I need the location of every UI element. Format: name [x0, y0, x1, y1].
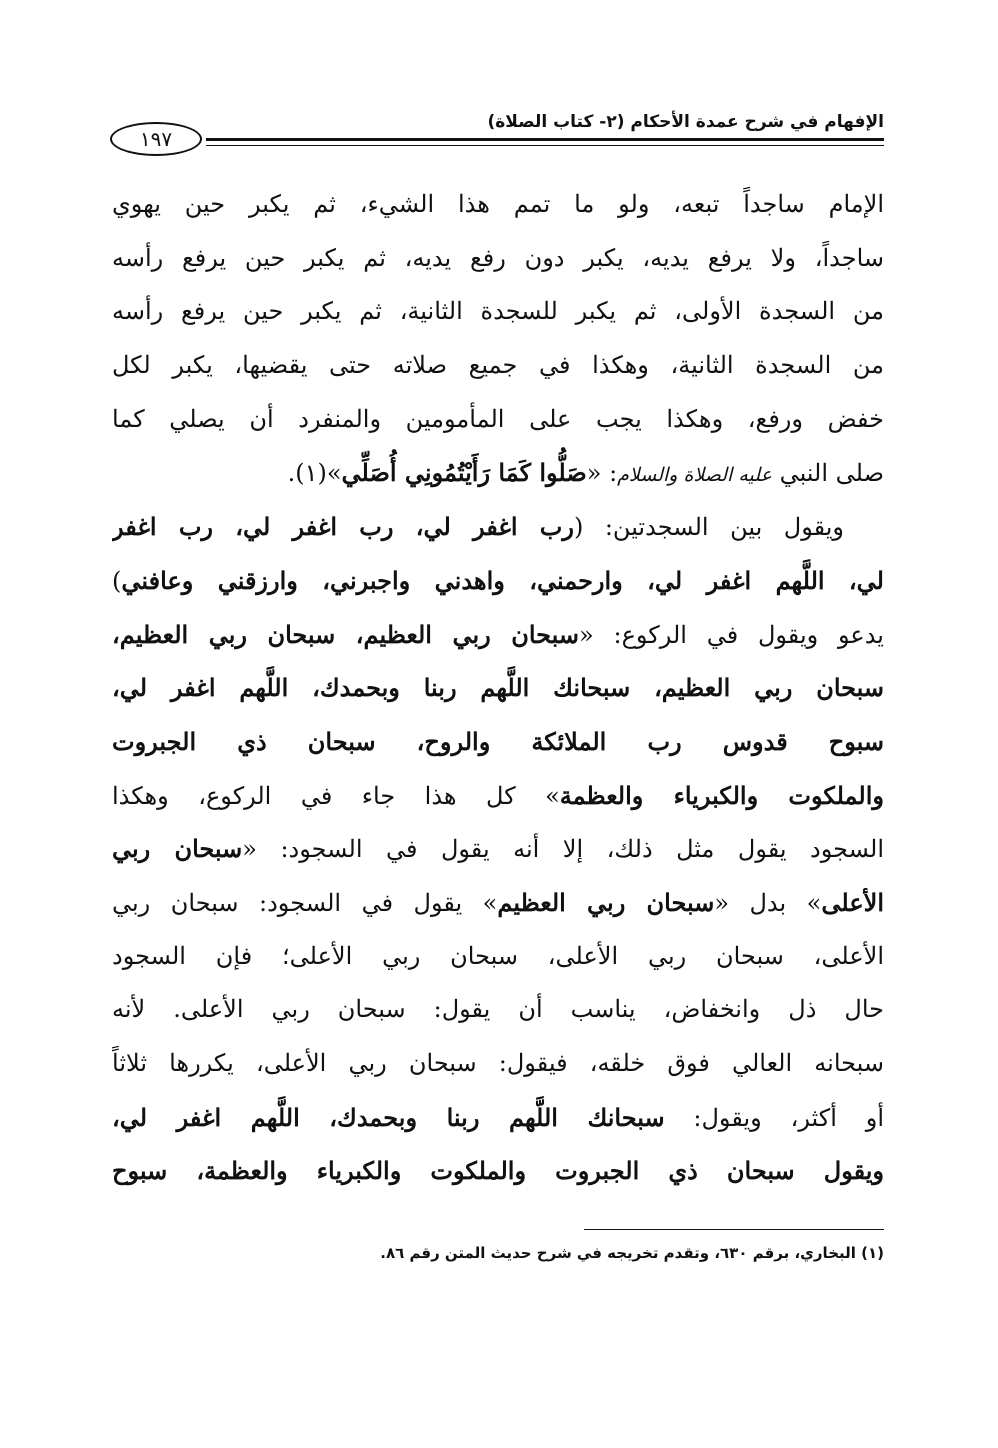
footnote-ref: »(١).: [287, 459, 342, 488]
text-line: [112, 769, 884, 823]
text-line: [112, 446, 884, 500]
honorific-phrase: عليه الصلاة والسلام: [617, 464, 772, 487]
dhikr-text: سبوح قدوس رب الملائكة والروح، سبحان ذي الجبروت: [112, 726, 884, 756]
footnote: (١) البخاري، برقم ٦٣٠، وتقدم تخريجه في شرح حديث المتن رقم ٨٦.: [380, 1244, 884, 1262]
text-run: » بدل «: [714, 888, 822, 917]
text-run: أو أكثر، ويقول:: [664, 1103, 884, 1132]
dhikr-text: ويقول سبحان ذي الجبروت والملكوت والكبرياء والعظمة، سبوح: [112, 1156, 884, 1186]
dhikr-text: سبحان ربي العظيم: [497, 887, 715, 917]
running-title: الإفهام في شرح عمدة الأحكام (٢- كتاب الصلاة): [487, 112, 884, 132]
text-line: [112, 554, 884, 608]
text-line: [112, 876, 884, 930]
text-run: السجود يقول مثل ذلك، إلا أنه يقول في السجود: «: [242, 835, 884, 864]
text-line: سبحانه العالي فوق خلقه، فيقول: سبحان ربي الأعلى، يكررها ثلاثاً: [112, 1049, 884, 1077]
text-run: » كل هذا جاء في الركوع، وهكذا: [112, 781, 560, 810]
dhikr-text: والملكوت والكبرياء والعظمة: [559, 780, 884, 810]
dua-text: رب اغفر لي، رب اغفر لي، رب اغفر: [112, 512, 574, 542]
text-line: [112, 715, 884, 769]
text-line: [112, 822, 884, 876]
dhikr-text: سبحان ربي العظيم، سبحان ربي العظيم،: [112, 619, 580, 649]
page-number: ١٩٧: [110, 122, 202, 156]
dhikr-text: سبحان ربي العظيم، سبحانك اللَّهم ربنا وبحمدك، اللَّهم اغفر لي،: [112, 673, 884, 703]
text-line: الإمام ساجداً تبعه، ولو ما تمم هذا الشيء، ثم يكبر حين يهوي: [112, 190, 884, 218]
text-run: ويقول بين السجدتين: (: [573, 513, 845, 542]
text-run: ): [112, 566, 122, 595]
text-line: من السجدة الثانية، وهكذا في جميع صلاته حتى يقضيها، يكبر لكل: [112, 351, 884, 380]
dhikr-text: الأعلى: [821, 887, 884, 917]
text-run: : «: [586, 459, 618, 488]
text-line: من السجدة الأولى، ثم يكبر للسجدة الثانية، ثم يكبر حين يرفع رأسه: [112, 297, 884, 326]
header-rule-thin: [206, 145, 884, 146]
text-run: » يقول في السجود: سبحان ربي: [112, 888, 498, 917]
text-line: [112, 500, 884, 554]
text-run: يدعو ويقول في الركوع: «: [579, 620, 884, 649]
header-rule-thick: [206, 138, 884, 141]
text-line: حال ذل وانخفاض، يناسب أن يقول: سبحان ربي الأعلى. لأنه: [112, 995, 884, 1024]
hadith-quote: صَلُّوا كَمَا رَأَيْتُمُونِي أُصَلِّي: [341, 458, 587, 488]
dhikr-text: سبحان ربي: [112, 834, 243, 864]
text-run: صلى النبي: [779, 459, 884, 488]
page-header: [110, 112, 884, 156]
text-line: [112, 1144, 884, 1198]
text-line: الأعلى، سبحان ربي الأعلى، سبحان ربي الأعلى؛ فإن السجود: [112, 941, 884, 970]
text-line: ساجداً، ولا يرفع يديه، يكبر دون رفع يديه، ثم يكبر حين يرفع رأسه: [112, 243, 884, 272]
footnote-rule: [584, 1229, 884, 1230]
text-line: خفض ورفع، وهكذا يجب على المأمومين والمنفرد أن يصلي كما: [112, 404, 884, 433]
text-line: [112, 661, 884, 715]
dhikr-text: سبحانك اللَّهم ربنا وبحمدك، اللَّهم اغفر لي،: [112, 1102, 665, 1132]
text-line: [112, 1091, 884, 1145]
text-line: [112, 608, 884, 662]
body-text: [112, 178, 884, 1198]
dua-text: لي، اللَّهم اغفر لي، وارحمني، واهدني واجبرني، وارزقني وعافني: [121, 565, 884, 595]
